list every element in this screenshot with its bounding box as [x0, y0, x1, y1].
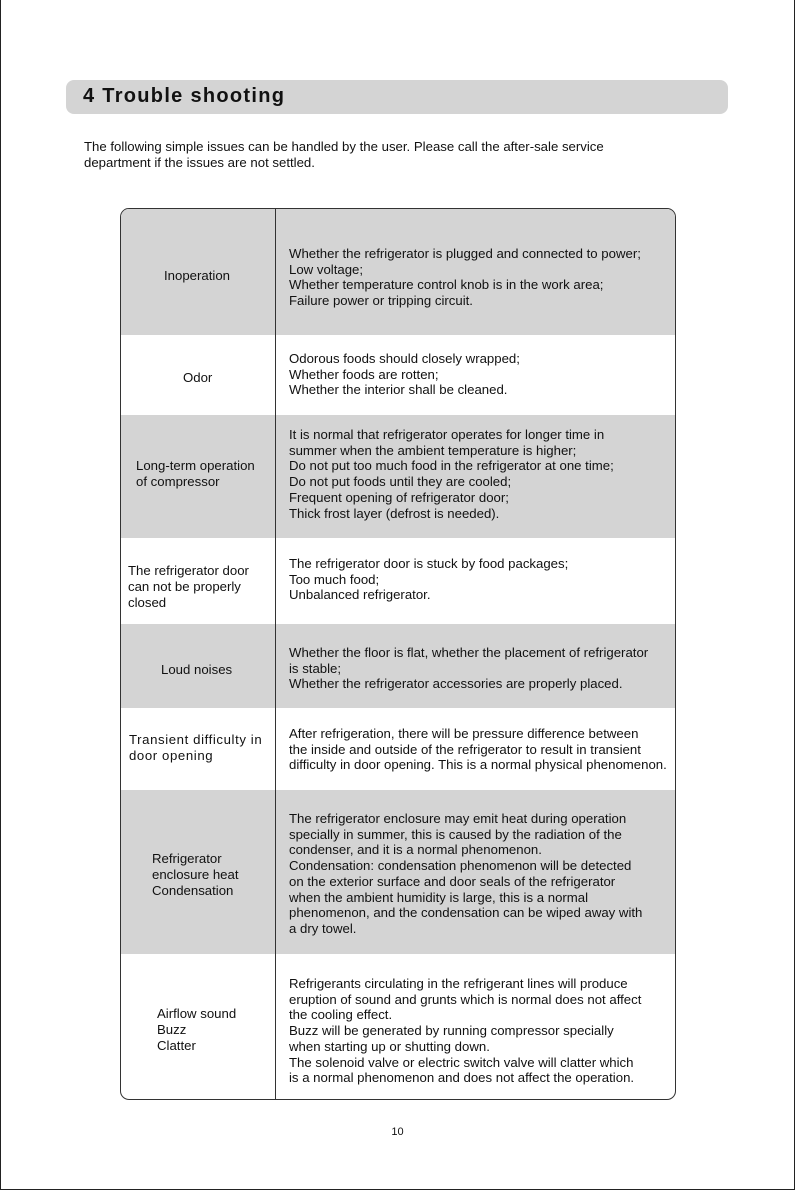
problem-text: Loud noises [161, 662, 233, 677]
troubleshooting-table [120, 208, 676, 1100]
cause-cell [276, 415, 675, 538]
problem-cell [121, 624, 276, 708]
problem-text: Transient difficulty in [129, 732, 263, 747]
cause-text: Whether the refrigerator is plugged and connected to power; [289, 246, 641, 261]
cause-cell [276, 624, 675, 708]
cause-text: when starting up or shutting down. [289, 1038, 490, 1054]
cause-text: Frequent opening of refrigerator door; [289, 489, 509, 505]
cause-text: Failure power or tripping circuit. [289, 293, 473, 309]
problem-text: Odor [183, 370, 213, 385]
cause-text: Too much food; [289, 571, 380, 587]
cause-text: when the ambient humidity is large, this is a normal [289, 889, 589, 905]
problem-text: Long-term operation [136, 458, 255, 473]
cause-cell [276, 790, 675, 954]
cause-text: Thick frost layer (defrost is needed). [289, 505, 500, 521]
problem-text: Condensation [152, 883, 234, 898]
cause-cell [276, 954, 675, 1099]
cause-text: Refrigerants circulating in the refrigerant lines will produce [289, 976, 628, 991]
problem-cell [121, 209, 276, 335]
cause-text: is a normal phenomenon and does not affect the operation. [289, 1070, 635, 1086]
intro-line: department if the issues are not settled. [84, 155, 315, 170]
problem-text: Buzz [157, 1022, 187, 1037]
problem-cell [121, 954, 276, 1099]
cause-text: Buzz will be generated by running compressor specially [289, 1023, 614, 1039]
cause-text: phenomenon, and the condensation can be wiped away with [289, 905, 643, 921]
problem-text: Inoperation [164, 268, 230, 283]
cause-text: Do not put foods until they are cooled; [289, 474, 512, 490]
problem-text: closed [128, 595, 167, 610]
cause-text: specially in summer, this is caused by the radiation of the [289, 826, 622, 842]
table-row [121, 624, 675, 708]
table-row [121, 538, 675, 624]
problem-text: of compressor [136, 474, 220, 489]
problem-cell [121, 335, 276, 415]
table-row [121, 209, 675, 335]
cause-text: Odorous foods should closely wrapped; [289, 351, 520, 366]
problem-text: Clatter [157, 1038, 196, 1053]
problem-text: can not be properly [128, 579, 241, 594]
cause-text: eruption of sound and grunts which is normal does not affect [289, 991, 642, 1007]
problem-cell [121, 538, 276, 624]
cause-text: Condensation: condensation phenomenon will be detected [289, 858, 632, 874]
intro-paragraph [84, 139, 694, 171]
cause-text: the inside and outside of the refrigerator to result in transient [289, 741, 641, 757]
section-header [66, 80, 728, 114]
problem-text: Airflow sound [157, 1006, 237, 1021]
cause-text: Whether foods are rotten; [289, 366, 439, 382]
cause-cell [276, 209, 675, 335]
problem-text: enclosure heat [152, 867, 239, 882]
cause-text: It is normal that refrigerator operates for longer time in [289, 427, 605, 442]
table-row [121, 790, 675, 954]
cause-cell [276, 708, 675, 790]
cause-text: After refrigeration, there will be pressure difference between [289, 726, 639, 741]
intro-line: The following simple issues can be handled by the user. Please call the after-sale service [84, 139, 604, 154]
problem-cell [121, 790, 276, 954]
cause-text: Whether temperature control knob is in the work area; [289, 277, 604, 293]
cause-text: difficulty in door opening. This is a normal physical phenomenon. [289, 757, 667, 773]
cause-cell [276, 538, 675, 624]
table-row [121, 335, 675, 415]
cause-text: the cooling effect. [289, 1007, 393, 1023]
table-row [121, 708, 675, 790]
cause-text: is stable; [289, 660, 342, 676]
cause-text: Low voltage; [289, 261, 364, 277]
cause-text: a dry towel. [289, 920, 357, 936]
section-title: 4 Trouble shooting [83, 85, 286, 107]
cause-text: Whether the floor is flat, whether the placement of refrigerator [289, 645, 649, 660]
cause-text: Whether the interior shall be cleaned. [289, 382, 508, 398]
table-row [121, 954, 675, 1099]
cause-text: The refrigerator door is stuck by food packages; [289, 556, 569, 571]
cause-text: condenser, and it is a normal phenomenon. [289, 842, 542, 858]
cause-text: Unbalanced refrigerator. [289, 587, 431, 603]
table-row [121, 415, 675, 538]
problem-text: Refrigerator [152, 851, 222, 866]
problem-cell [121, 708, 276, 790]
problem-text: door opening [129, 748, 214, 763]
cause-text: on the exterior surface and door seals of the refrigerator [289, 873, 616, 889]
problem-text: The refrigerator door [128, 563, 249, 578]
cause-cell [276, 335, 675, 415]
cause-text: The refrigerator enclosure may emit heat during operation [289, 811, 627, 826]
cause-text: summer when the ambient temperature is higher; [289, 442, 577, 458]
problem-cell [121, 415, 276, 538]
page-number: 10 [391, 1126, 404, 1138]
cause-text: Whether the refrigerator accessories are properly placed. [289, 676, 623, 692]
cause-text: Do not put too much food in the refrigerator at one time; [289, 458, 614, 474]
cause-text: The solenoid valve or electric switch valve will clatter which [289, 1054, 634, 1070]
